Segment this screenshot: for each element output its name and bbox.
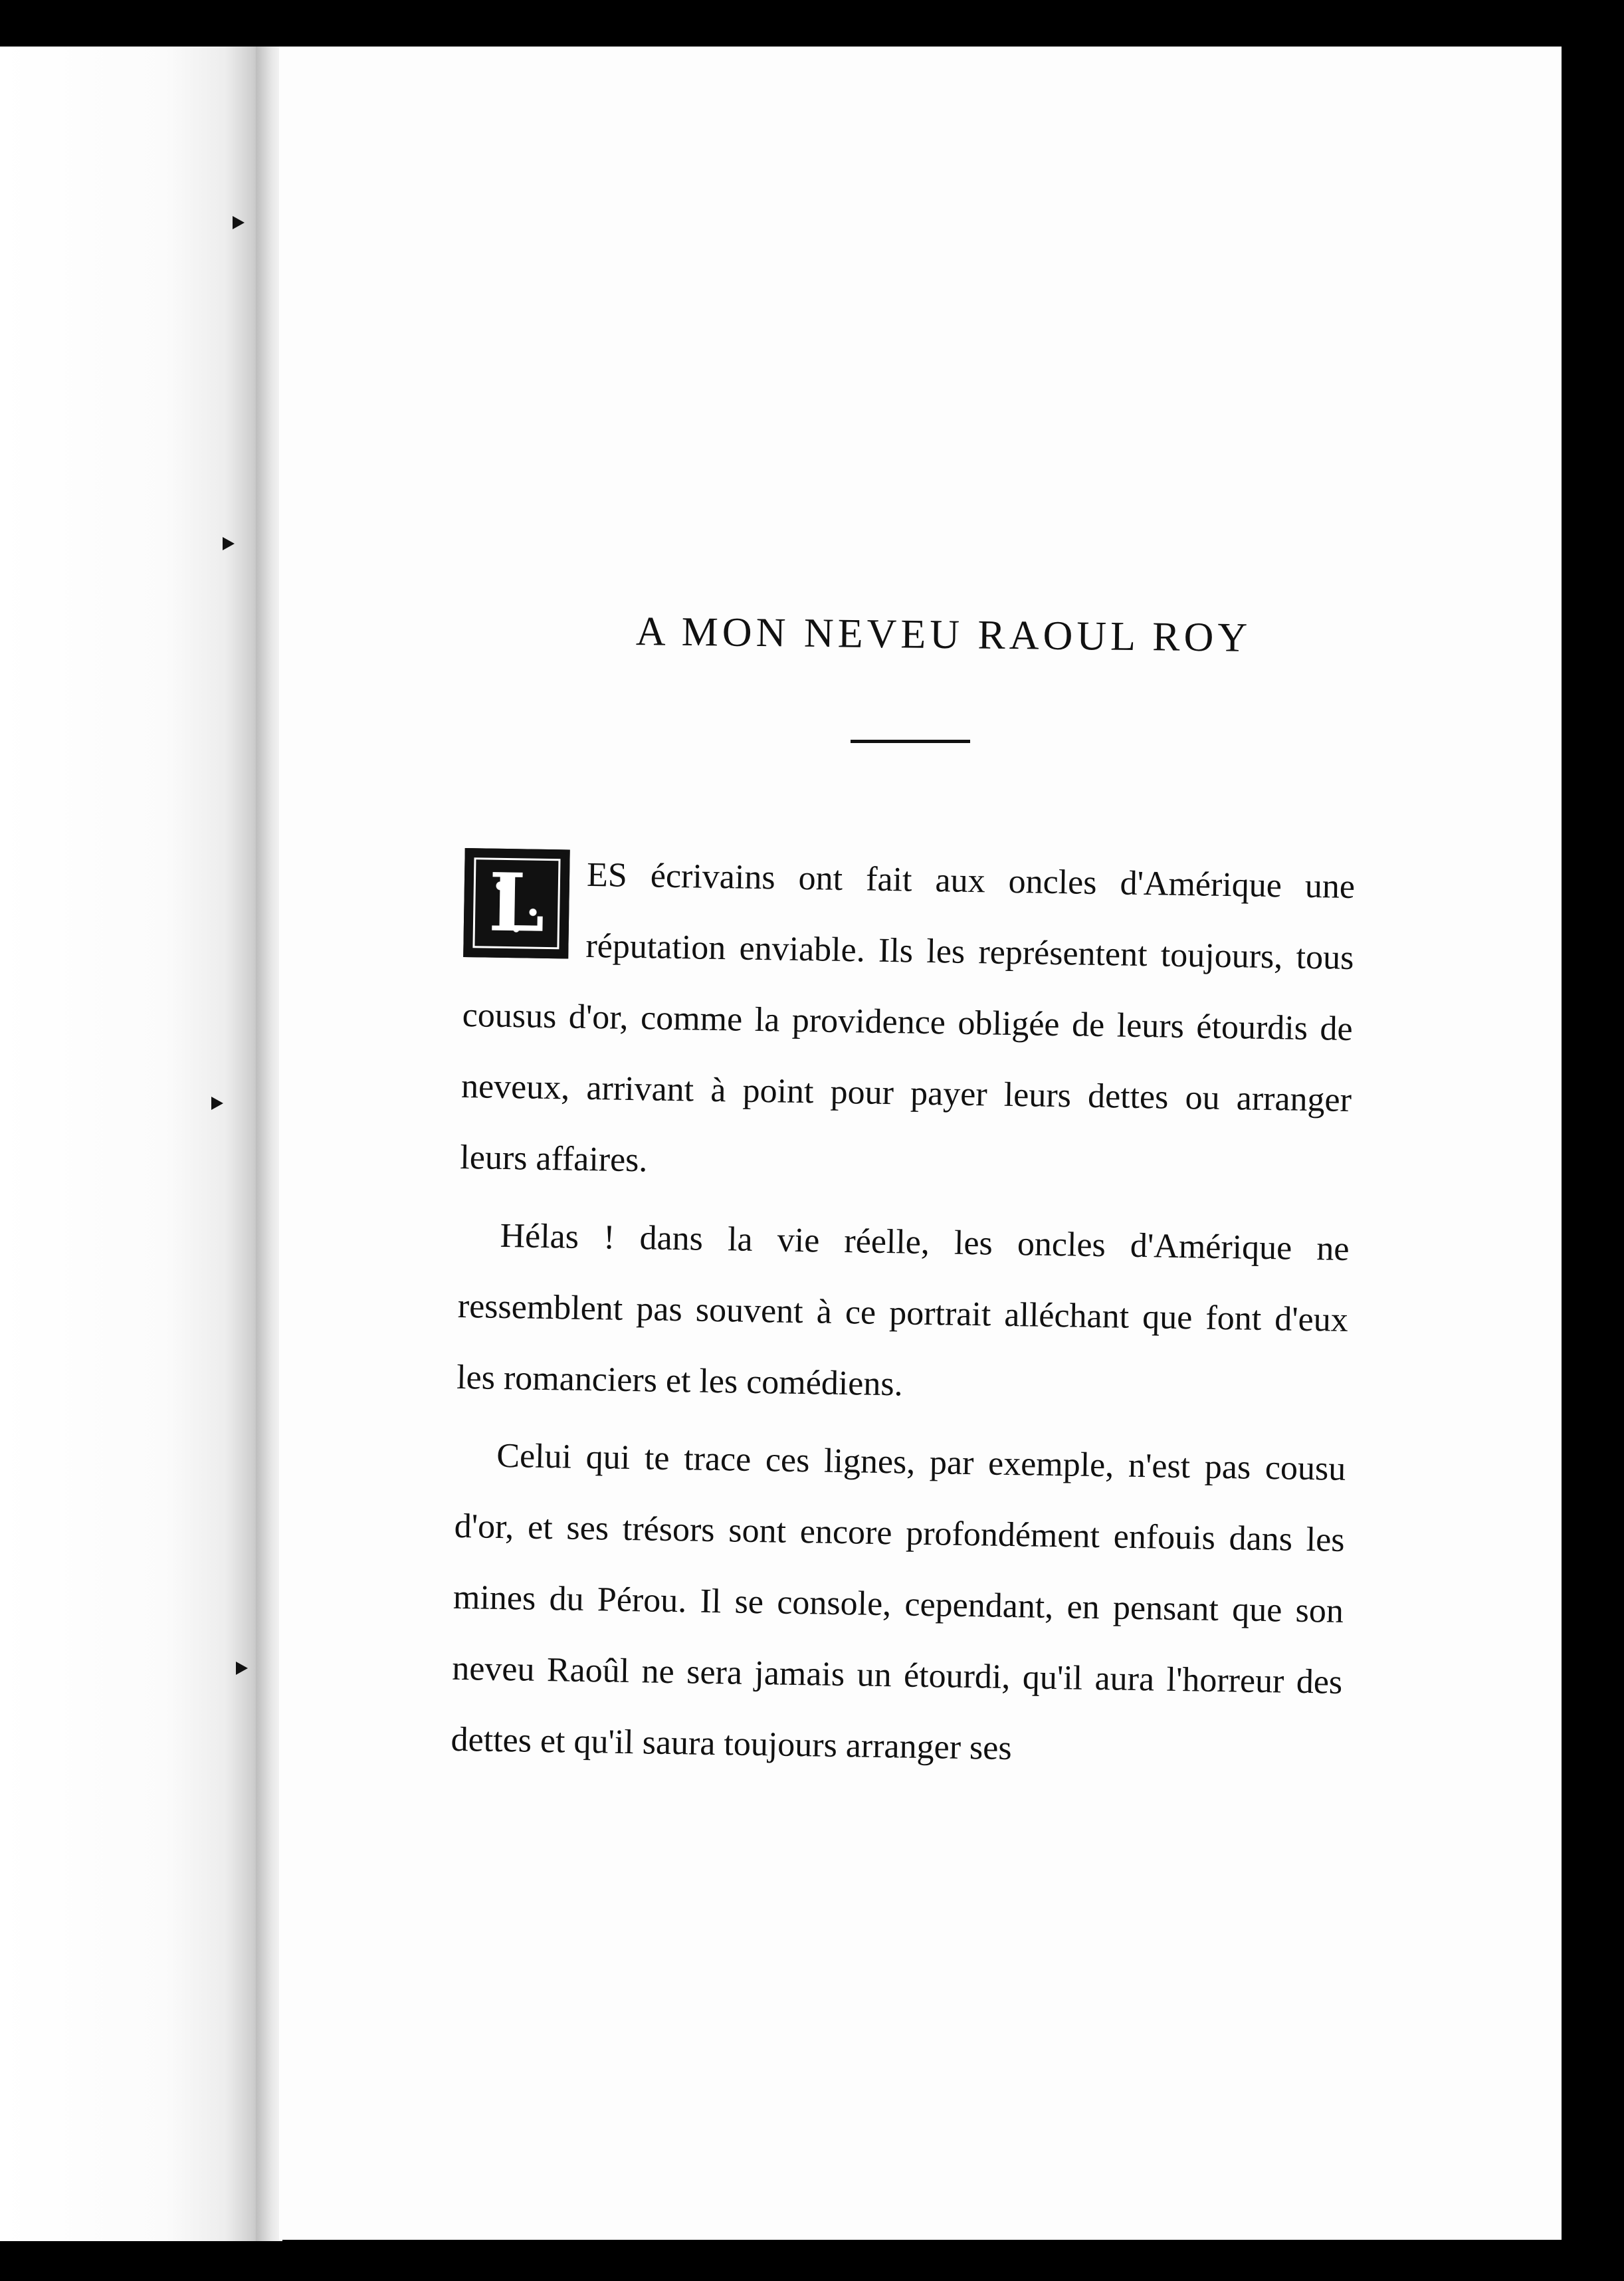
dedication-title: A MON NEVEU RAOUL ROY bbox=[635, 609, 1252, 661]
margin-marker bbox=[223, 537, 235, 550]
facing-page-edge bbox=[0, 0, 272, 2281]
scan-border-right bbox=[1571, 0, 1624, 2281]
ornamental-dropcap bbox=[463, 848, 570, 958]
paragraph-2: Hélas ! dans la vie réelle, les oncles d'Amérique ne ressemblent pas souvent à ce portrait alléchant que font d'eux les romanciers et les comédiens. bbox=[456, 1216, 1350, 1404]
margin-marker bbox=[236, 1662, 248, 1675]
scan-border-top bbox=[0, 0, 1624, 47]
title-rule bbox=[851, 740, 970, 743]
paragraph-1 bbox=[460, 837, 1356, 1207]
dedication-text bbox=[451, 837, 1356, 1796]
margin-marker bbox=[211, 1097, 223, 1110]
paragraph-3: Celui qui te trace ces lignes, par exemple, n'est pas cousu d'or, et ses trésors sont encore profondément enfouis dans les mines du Pérou. Il se console, cependant, en pensant que son neveu Raoûl ne sera jamais un étourdi, qu'il aura l'horreur des dettes et qu'il saura toujours arranger ses bbox=[451, 1436, 1346, 1768]
margin-marker bbox=[233, 216, 245, 229]
book-page bbox=[279, 40, 1562, 2240]
dropcap-letter: L bbox=[472, 857, 560, 949]
paragraph-text: ES écrivains ont fait aux oncles d'Amérique une réputation enviable. Ils les représentent toujours, tous cousus d'or, comme la providence obligée de leurs étourdis de neveux, arrivant à point pour payer leurs dettes ou arranger leurs affaires. bbox=[459, 855, 1356, 1180]
book-gutter bbox=[256, 40, 282, 2246]
scan-border-bottom bbox=[0, 2241, 1624, 2281]
